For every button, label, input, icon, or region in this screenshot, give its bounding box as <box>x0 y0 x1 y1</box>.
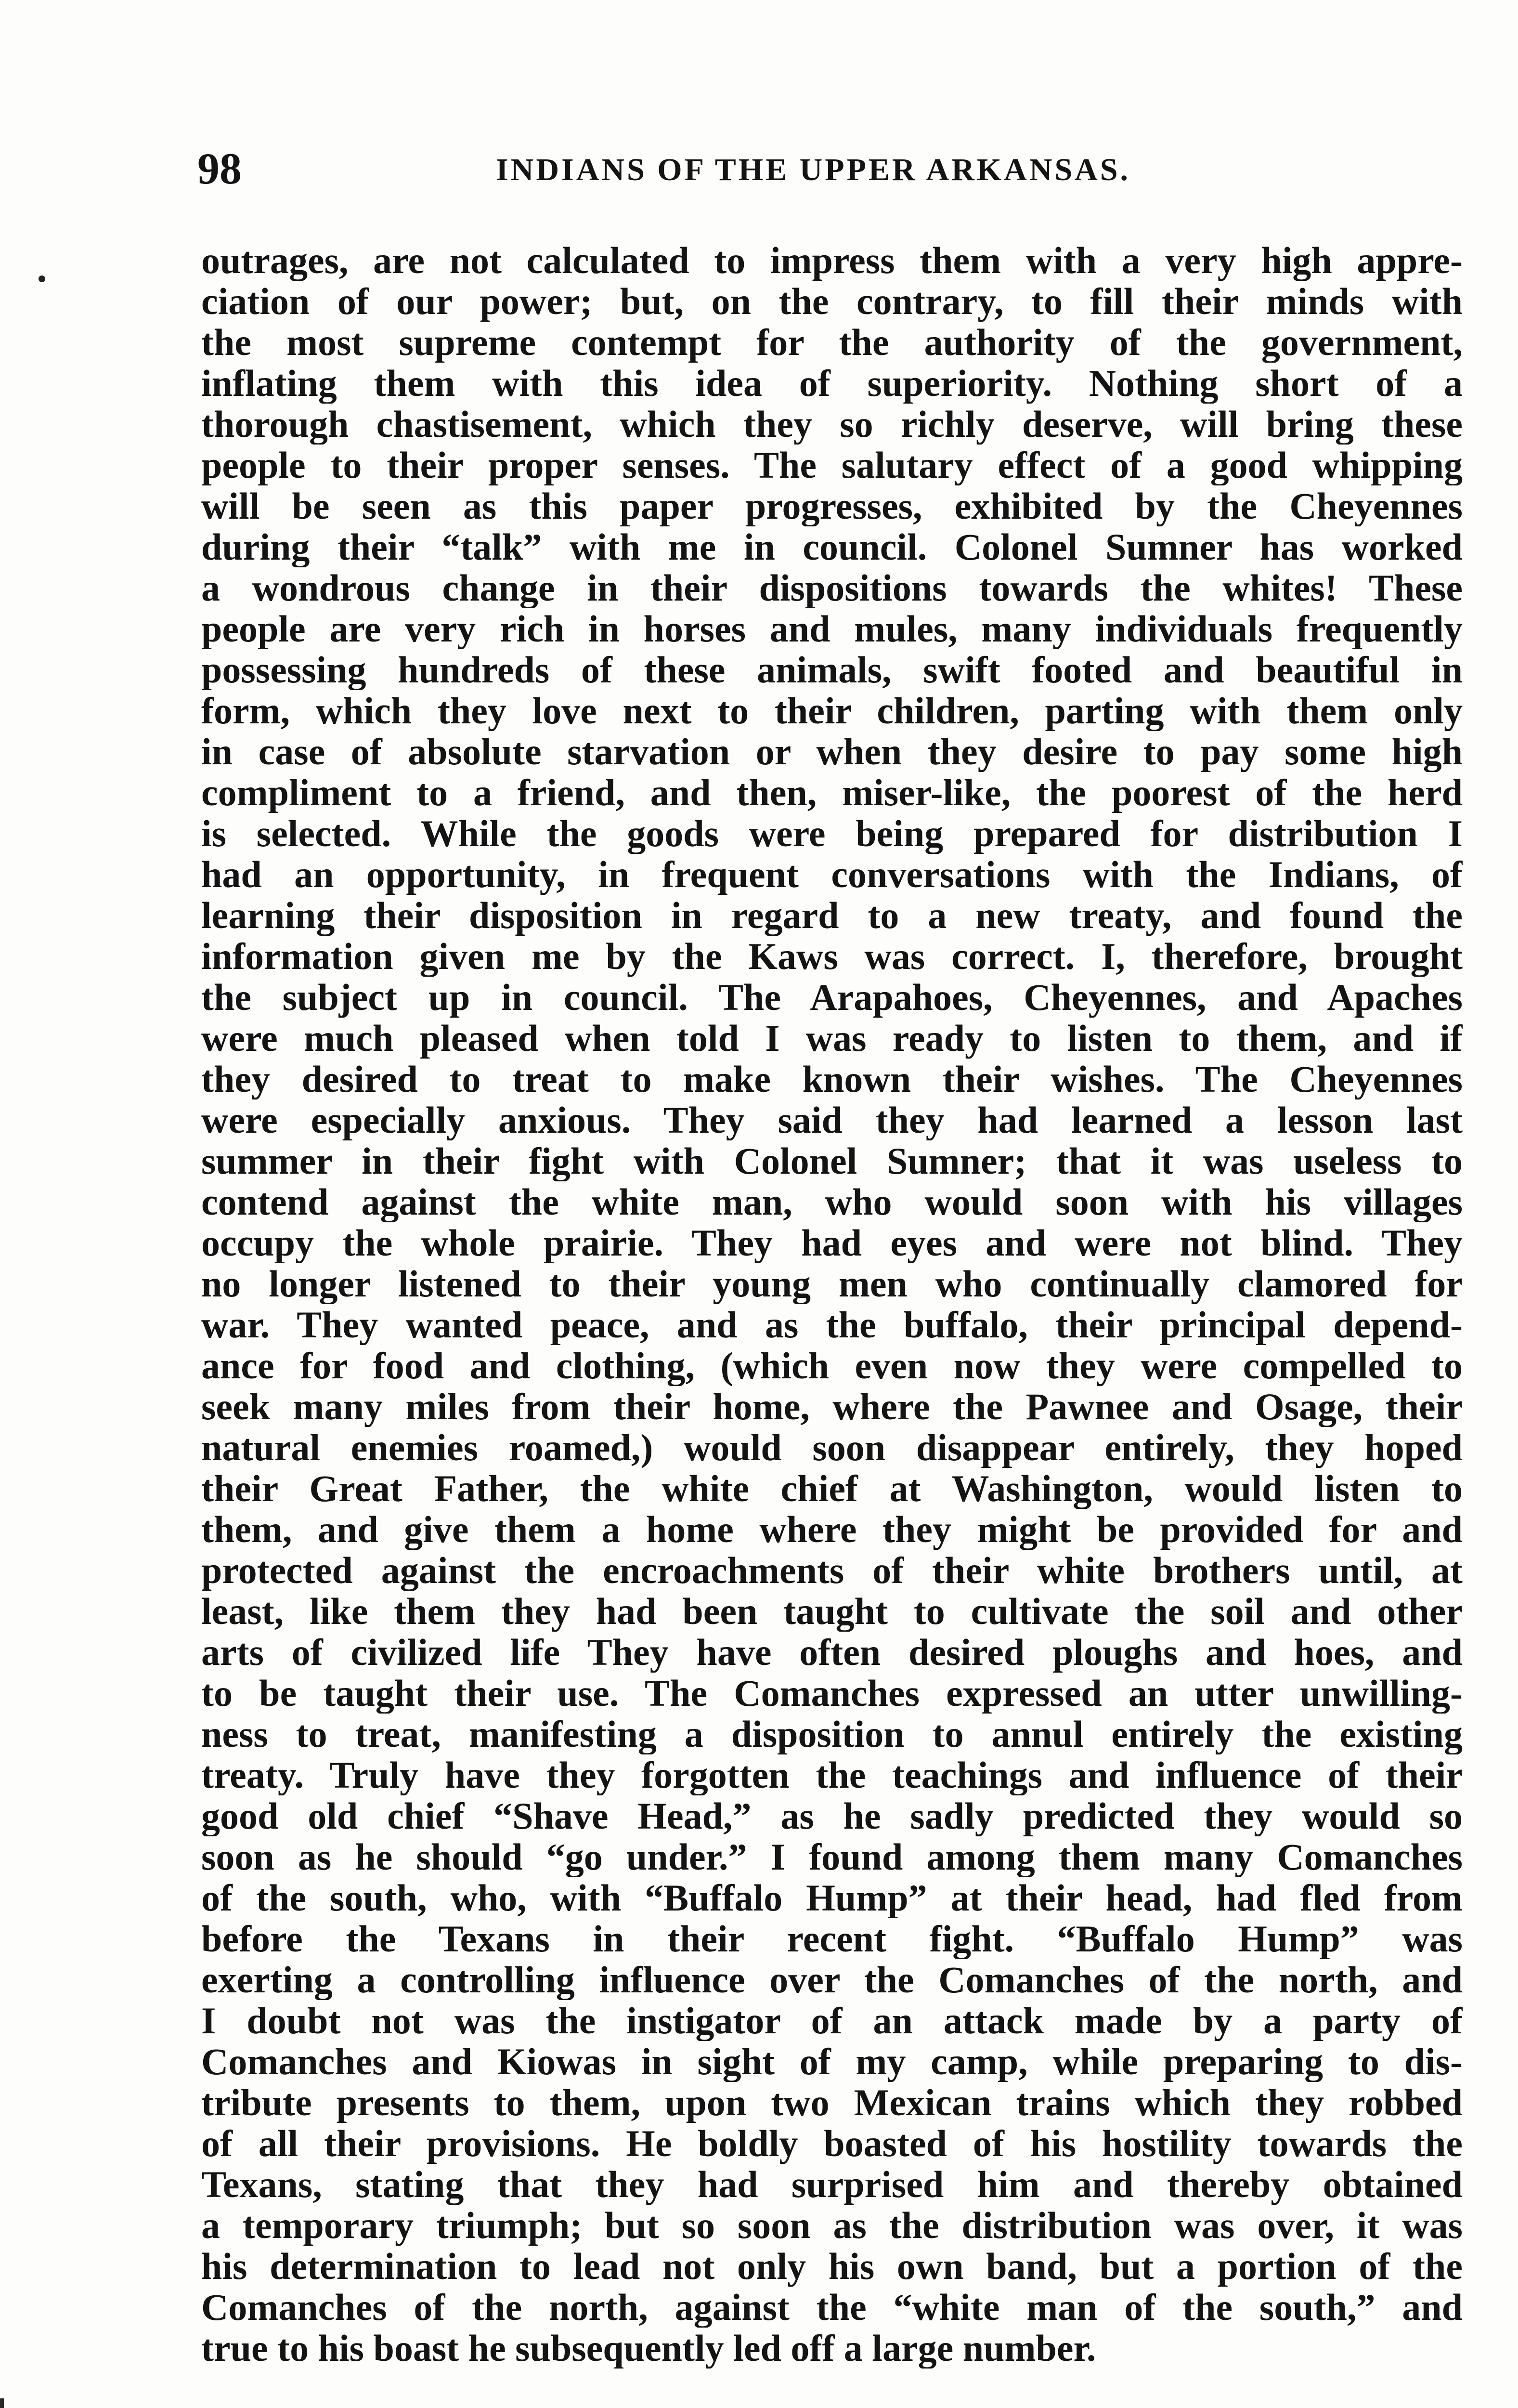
body-text <box>201 240 1463 2369</box>
text-line: a temporary triumph; but so soon as the distribution was over, it was <box>201 2205 1463 2246</box>
text-line: ance for food and clothing, (which even now they were compelled to <box>201 1345 1463 1386</box>
text-line: compliment to a friend, and then, miser-like, the poorest of the herd <box>201 772 1463 813</box>
text-line: his determination to lead not only his own band, but a portion of the <box>201 2246 1463 2287</box>
text-line: them, and give them a home where they might be provided for and <box>201 1509 1463 1550</box>
text-line: is selected. While the goods were being prepared for distribution I <box>201 813 1463 854</box>
text-line: a wondrous change in their dispositions towards the whites! These <box>201 567 1463 608</box>
text-line: summer in their fight with Colonel Sumner; that it was useless to <box>201 1140 1463 1181</box>
text-line: least, like them they had been taught to cultivate the soil and other <box>201 1591 1463 1632</box>
text-line: seek many miles from their home, where the Pawnee and Osage, their <box>201 1386 1463 1427</box>
text-line: of the south, who, with “Buffalo Hump” at their head, had fled from <box>201 1877 1463 1918</box>
text-line: thorough chastisement, which they so richly deserve, will bring these <box>201 404 1463 445</box>
running-head: INDIANS OF THE UPPER ARKANSAS. <box>496 152 1131 187</box>
text-line: were much pleased when told I was ready to listen to them, and if <box>201 1018 1463 1059</box>
text-line: ness to treat, manifesting a disposition to annul entirely the existing <box>201 1714 1463 1754</box>
text-line: their Great Father, the white chief at Washington, would listen to <box>201 1468 1463 1509</box>
text-line: information given me by the Kaws was correct. I, therefore, brought <box>201 936 1463 977</box>
text-line: good old chief “Shave Head,” as he sadly predicted they would so <box>201 1795 1463 1836</box>
text-line: people to their proper senses. The salutary effect of a good whipping <box>201 445 1463 485</box>
text-line: I doubt not was the instigator of an attack made by a party of <box>201 2000 1463 2041</box>
text-line: were especially anxious. They said they had learned a lesson last <box>201 1099 1463 1140</box>
text-line: arts of civilized life They have often desired ploughs and hoes, and <box>201 1632 1463 1673</box>
text-line: occupy the whole prairie. They had eyes and were not blind. They <box>201 1222 1463 1263</box>
text-line: natural enemies roamed,) would soon disappear entirely, they hoped <box>201 1427 1463 1468</box>
text-line: of all their provisions. He boldly boasted of his hostility towards the <box>201 2123 1463 2164</box>
text-line: protected against the encroachments of their white brothers until, at <box>201 1550 1463 1591</box>
text-line: during their “talk” with me in council. Colonel Sumner has worked <box>201 526 1463 567</box>
text-line: will be seen as this paper progresses, exhibited by the Cheyennes <box>201 485 1463 526</box>
text-line: contend against the white man, who would soon with his villages <box>201 1181 1463 1222</box>
text-line: they desired to treat to make known their wishes. The Cheyennes <box>201 1059 1463 1099</box>
text-line: Comanches of the north, against the “white man of the south,” and <box>201 2287 1463 2328</box>
text-line: learning their disposition in regard to a new treaty, and found the <box>201 895 1463 936</box>
page-header <box>197 142 1459 195</box>
text-line: possessing hundreds of these animals, swift footed and beautiful in <box>201 649 1463 690</box>
text-line: exerting a controlling influence over the Comanches of the north, and <box>201 1959 1463 2000</box>
text-line: true to his boast he subsequently led off a large number. <box>201 2328 1096 2369</box>
text-line: treaty. Truly have they forgotten the teachings and influence of their <box>201 1754 1463 1795</box>
text-line: people are very rich in horses and mules, many individuals frequently <box>201 608 1463 649</box>
text-line: outrages, are not calculated to impress them with a very high appre- <box>201 240 1463 281</box>
text-line: had an opportunity, in frequent conversations with the Indians, of <box>201 854 1463 895</box>
text-line: in case of absolute starvation or when they desire to pay some high <box>201 731 1463 772</box>
text-line: Texans, stating that they had surprised him and thereby obtained <box>201 2164 1463 2205</box>
text-line: no longer listened to their young men who continually clamored for <box>201 1263 1463 1304</box>
margin-speck <box>39 275 45 282</box>
text-line: ciation of our power; but, on the contrary, to fill their minds with <box>201 281 1463 322</box>
text-line: the subject up in council. The Arapahoes, Cheyennes, and Apaches <box>201 977 1463 1018</box>
text-line: to be taught their use. The Comanches expressed an utter unwilling- <box>201 1673 1463 1714</box>
text-line: before the Texans in their recent fight. “Buffalo Hump” was <box>201 1918 1463 1959</box>
page-number: 98 <box>197 144 242 193</box>
text-line: form, which they love next to their children, parting with them only <box>201 690 1463 731</box>
text-line: Comanches and Kiowas in sight of my camp, while preparing to dis- <box>201 2041 1463 2082</box>
text-line: tribute presents to them, upon two Mexican trains which they robbed <box>201 2082 1463 2123</box>
page-edge-shadow <box>0 2398 4 2408</box>
text-line: inflating them with this idea of superiority. Nothing short of a <box>201 363 1463 404</box>
text-line: war. They wanted peace, and as the buffalo, their principal depend- <box>201 1304 1463 1345</box>
text-line: soon as he should “go under.” I found among them many Comanches <box>201 1836 1463 1877</box>
text-line: the most supreme contempt for the authority of the government, <box>201 322 1463 363</box>
